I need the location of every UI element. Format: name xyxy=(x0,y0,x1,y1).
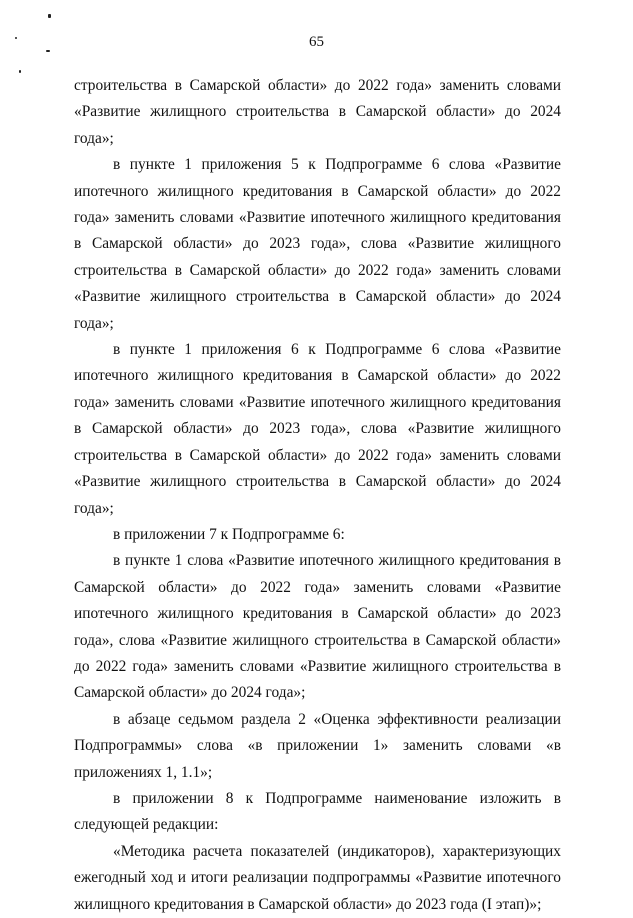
document-body xyxy=(74,73,561,918)
scan-speck xyxy=(48,14,51,18)
paragraph-appendix-5: в пункте 1 приложения 5 к Подпрограмме 6 слова «Развитие ипотечного жилищного кредитования в Самарской области» до 2022 года» заменить словами «Развитие ипотечного жилищного кредитования в Самарской области» до 2023 года», слова «Развитие жилищного строительства в Самарской области» до 2022 года» заменить словами «Развитие жилищного строительства в Самарской области» до 2024 года»; xyxy=(74,156,561,332)
paragraph-appendix-7-intro: в приложении 7 к Подпрограмме 6: xyxy=(113,525,345,543)
paragraph-appendix-8: в приложении 8 к Подпрограмме наименование изложить в следующей редакции: xyxy=(74,789,561,834)
paragraph-continuation: строительства в Самарской области» до 2022 года» заменить словами «Развитие жилищного строительства в Самарской области» до 2024 года»; xyxy=(74,77,561,147)
scan-speck xyxy=(19,70,21,73)
paragraph-appendix-7-point-1: в пункте 1 слова «Развитие ипотечного жилищного кредитования в Самарской области» до 2022 года» заменить словами «Развитие ипотечного жилищного кредитования в Самарской области» до 2023 года», слова «Развитие жилищного строительства в Самарской области» до 2022 года» заменить словами «Развитие жилищного строительства в Самарской области» до 2024 года»; xyxy=(74,552,561,702)
paragraph-appendix-6: в пункте 1 приложения 6 к Подпрограмме 6 слова «Развитие ипотечного жилищного кредитования в Самарской области» до 2022 года» заменить словами «Развитие ипотечного жилищного кредитования в Самарской области» до 2023 года», слова «Развитие жилищного строительства в Самарской области» до 2022 года» заменить словами «Развитие жилищного строительства в Самарской области» до 2024 года»; xyxy=(74,341,561,517)
page-number: 65 xyxy=(309,34,324,50)
paragraph-methodology-title: «Методика расчета показателей (индикаторов), характеризующих ежегодный ход и итоги реализации подпрограммы «Развитие ипотечного жилищного кредитования в Самарской области» до 2023 года (I этап)»; xyxy=(74,842,561,913)
paragraph-section-2: в абзаце седьмом раздела 2 «Оценка эффективности реализации Подпрограммы» слова «в приложении 1» заменить словами «в приложениях 1, 1.1»; xyxy=(74,710,561,781)
